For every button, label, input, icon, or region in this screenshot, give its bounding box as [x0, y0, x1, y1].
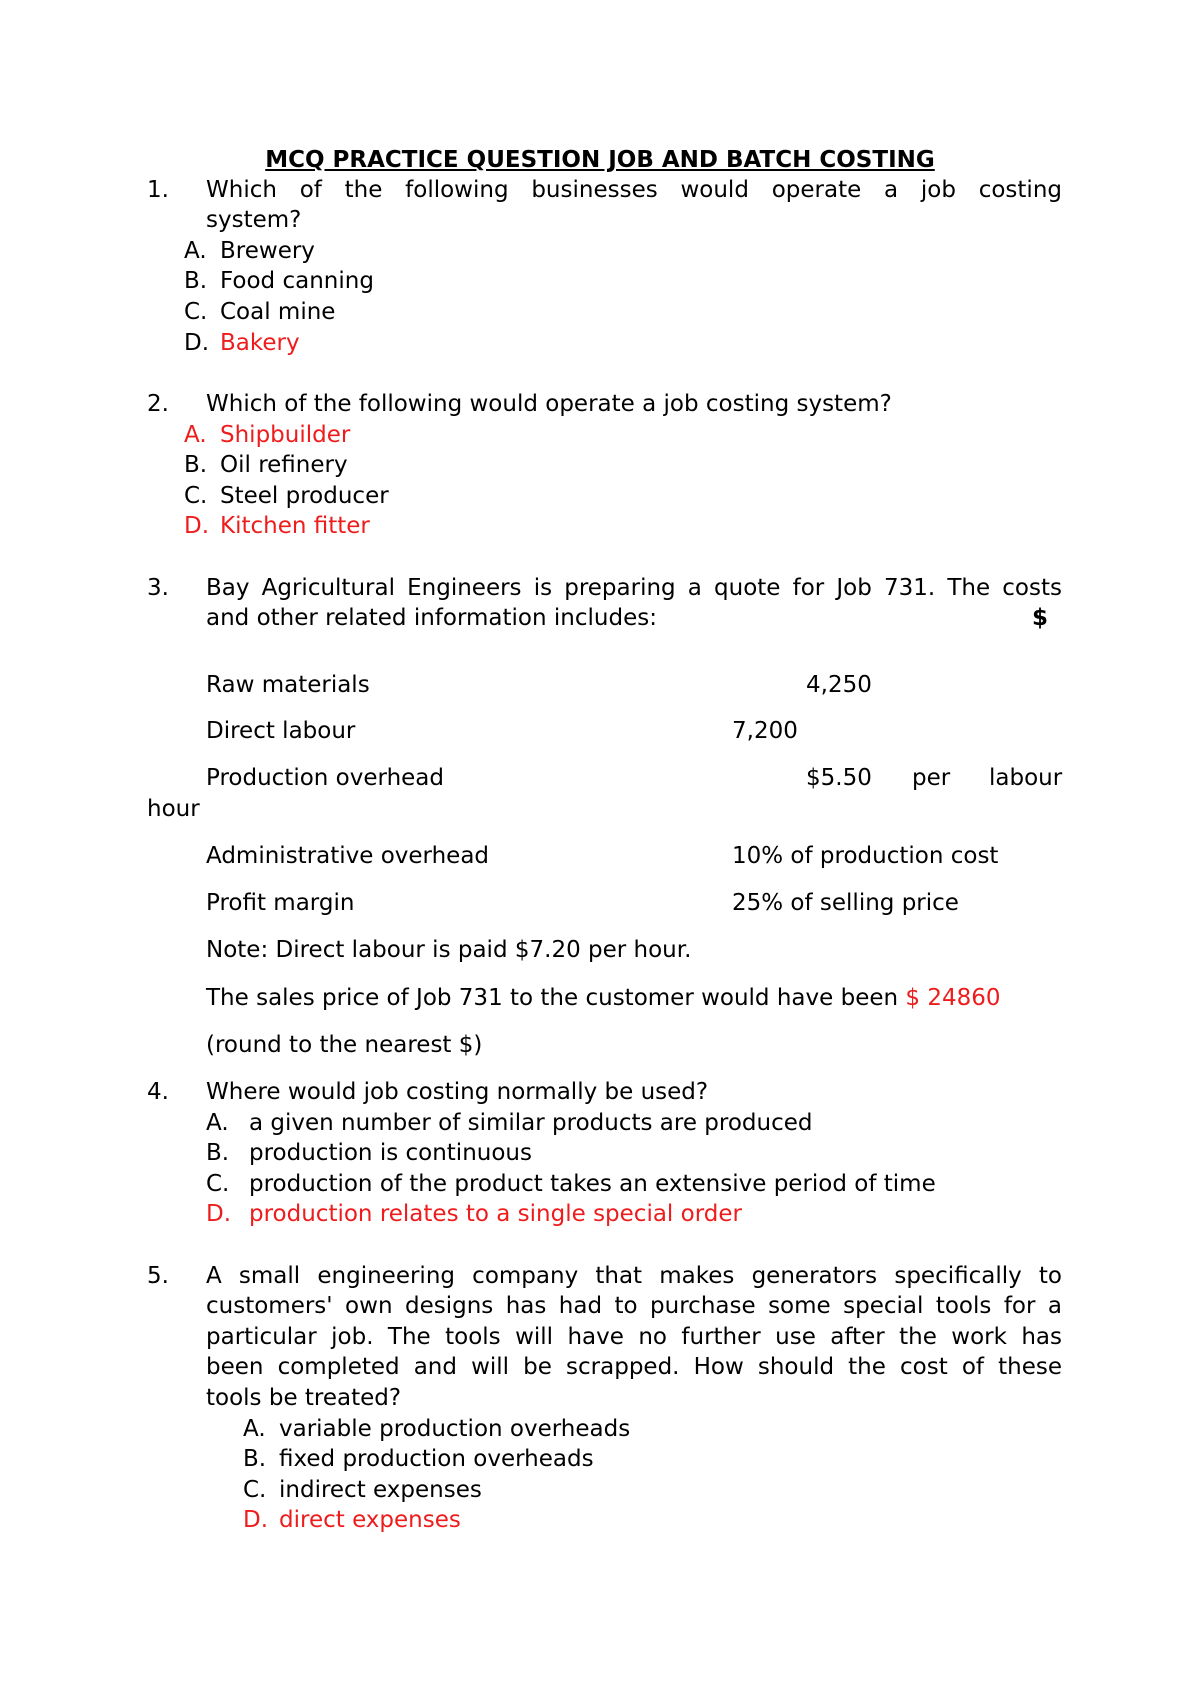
option-text: a given number of similar products are produced	[249, 1110, 813, 1136]
option-letter: C.	[206, 1171, 230, 1197]
question-text: Which of the following businesses would operate a job costing	[206, 177, 1062, 203]
option-letter: A.	[243, 1416, 266, 1442]
option-text: Coal mine	[220, 299, 336, 325]
correct-answer: Shipbuilder	[220, 422, 351, 448]
question-text: tools be treated?	[206, 1385, 402, 1411]
question-text: A small engineering company that makes generators specifically to	[206, 1263, 1062, 1289]
question-text: customers' own designs has had to purchase some special tools for a	[206, 1293, 1062, 1319]
cost-label: Raw materials	[206, 672, 370, 698]
question-number: 3.	[147, 575, 169, 601]
option-letter: B.	[184, 452, 208, 478]
correct-answer: $ 24860	[905, 985, 1001, 1011]
option-letter: B.	[243, 1446, 267, 1472]
correct-answer: Kitchen fitter	[220, 513, 370, 539]
option-text: production is continuous	[249, 1140, 532, 1166]
cost-label: Profit margin	[206, 890, 355, 916]
cost-value: labour	[989, 765, 1063, 791]
sales-price-line	[206, 983, 1001, 1013]
note-text: Note: Direct labour is paid $7.20 per hour.	[206, 937, 692, 963]
cost-label: Direct labour	[206, 718, 356, 744]
sales-text: The sales price of Job 731 to the customer would have been	[206, 985, 906, 1011]
cost-value: 7,200	[732, 718, 798, 744]
option-text: variable production overheads	[279, 1416, 631, 1442]
question-text: system?	[206, 207, 302, 233]
option-letter: A.	[206, 1110, 229, 1136]
question-text: Where would job costing normally be used?	[206, 1079, 709, 1105]
question-text: Bay Agricultural Engineers is preparing a quote for Job 731. The costs	[206, 575, 1062, 601]
question-text: particular job. The tools will have no further use after the work has	[206, 1324, 1062, 1350]
cost-value: hour	[147, 796, 200, 822]
option-letter: C.	[243, 1477, 267, 1503]
option-text: Oil refinery	[220, 452, 348, 478]
option-letter: D.	[243, 1507, 269, 1533]
option-letter: C.	[184, 483, 208, 509]
question-number: 4.	[147, 1079, 169, 1105]
correct-answer: production relates to a single special order	[249, 1201, 742, 1227]
cost-value: $5.50	[806, 765, 872, 791]
option-text: indirect expenses	[279, 1477, 482, 1503]
option-letter: D.	[184, 513, 210, 539]
cost-value: 25% of selling price	[732, 890, 959, 916]
option-letter: B.	[184, 268, 208, 294]
question-text: Which of the following would operate a job costing system?	[206, 391, 892, 417]
option-letter: A.	[184, 238, 207, 264]
correct-answer: direct expenses	[279, 1507, 461, 1533]
cost-value: 4,250	[806, 672, 872, 698]
cost-value: 10% of production cost	[732, 843, 999, 869]
option-letter: B.	[206, 1140, 230, 1166]
option-letter: D.	[184, 330, 210, 356]
question-number: 1.	[147, 177, 169, 203]
question-number: 5.	[147, 1263, 169, 1289]
cost-value: per	[912, 765, 951, 791]
option-text: Food canning	[220, 268, 374, 294]
correct-answer: Bakery	[220, 330, 300, 356]
option-letter: A.	[184, 422, 207, 448]
cost-label: Administrative overhead	[206, 843, 490, 869]
page-title: MCQ PRACTICE QUESTION JOB AND BATCH COSTING	[265, 147, 935, 173]
option-text: fixed production overheads	[279, 1446, 594, 1472]
question-text: been completed and will be scrapped. How should the cost of these	[206, 1354, 1062, 1380]
round-note: (round to the nearest $)	[206, 1032, 483, 1058]
option-letter: D.	[206, 1201, 232, 1227]
option-text: Steel producer	[220, 483, 389, 509]
option-text: Brewery	[220, 238, 315, 264]
question-text: and other related information includes:	[206, 605, 657, 631]
option-letter: C.	[184, 299, 208, 325]
currency-header: $	[1032, 605, 1049, 631]
option-text: production of the product takes an extensive period of time	[249, 1171, 936, 1197]
cost-label: Production overhead	[206, 765, 444, 791]
question-number: 2.	[147, 391, 169, 417]
